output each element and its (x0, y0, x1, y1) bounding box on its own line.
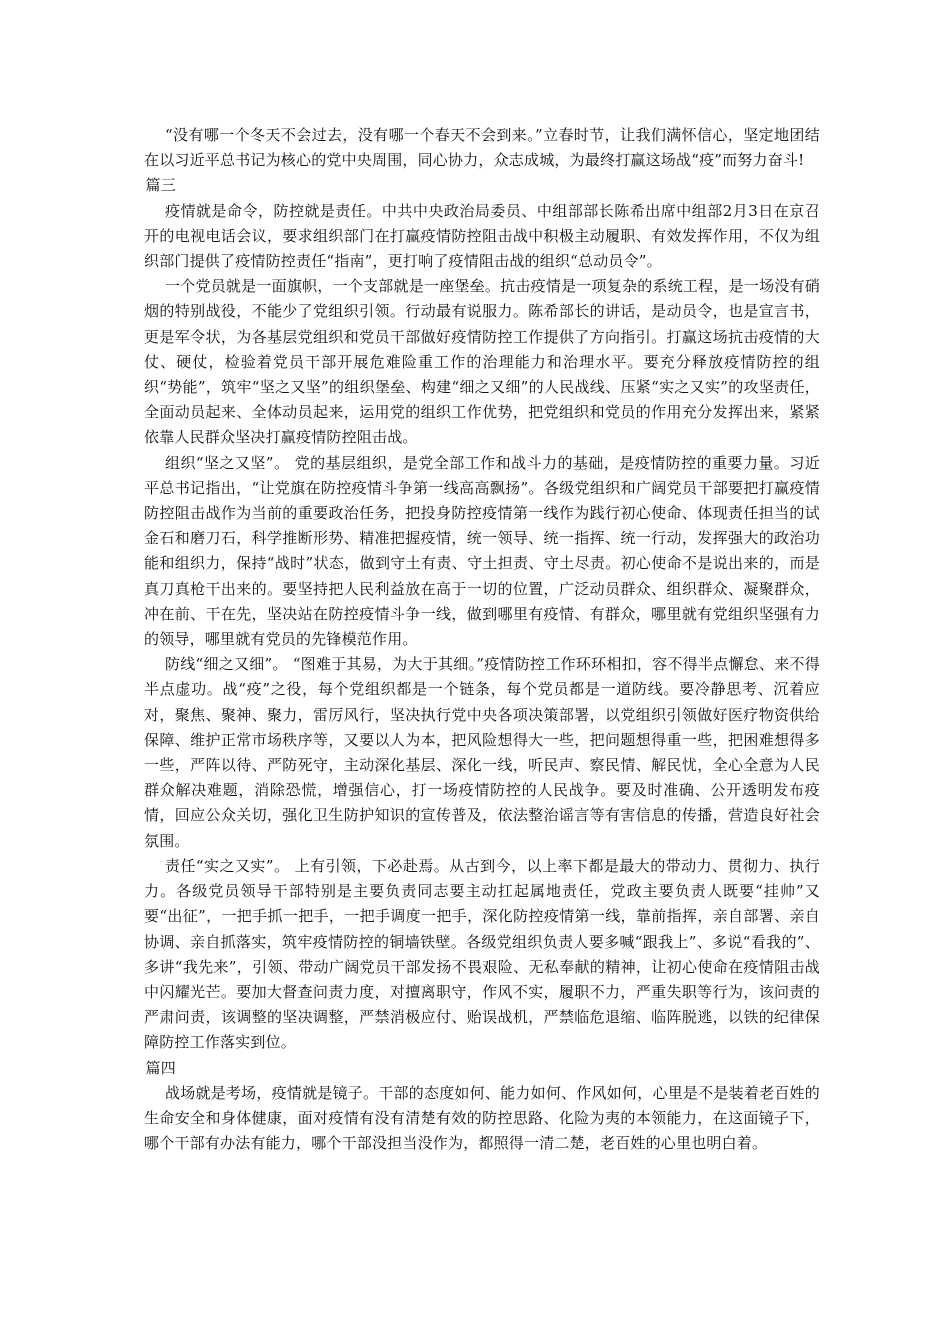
paragraph-intro: 疫情就是命令，防控就是责任。中共中央政治局委员、中组部部长陈希出席中组部2月3日在京召开的电视电话会议，要求组织部门在打赢疫情防控阻击战中积极主动履职、有效发挥作用，不仅为组织部门提供了疫情防控责任“指南”，更打响了疫情阻击战的组织“总动员令”。 (144, 201, 820, 271)
section-heading-pian4: 篇四 (145, 1058, 176, 1077)
document-body (144, 123, 820, 1156)
section-heading-pian3: 篇三 (145, 176, 176, 195)
paragraph-closing-pian2: “没有哪一个冬天不会过去，没有哪一个春天不会到来。”立春时节，让我们满怀信心，坚定地团结在以习近平总书记为核心的党中央周围，同心协力，众志成城，为最终打赢这场战“疫”而努力奋斗! (144, 126, 820, 170)
paragraph-responsibility: 责任“实之又实”。 上有引领，下必赴焉。从古到今，以上率下都是最大的带动力、贯彻力、执行力。各级党员领导干部特别是主要负责同志要主动扛起属地责任，党政主要负责人既要“挂帅”又要“出征”，一把手抓一把手，一把手调度一把手，深化防控疫情第一线，靠前指挥，亲自部署、亲自协调、亲自抓落实，筑牢疫情防控的铜墙铁壁。各级党组织负责人要多喊“跟我上”、多说“看我的”、多讲“我先来”，引领、带动广阔党员干部发扬不畏艰险、无私奉献的精神，让初心使命在疫情阻击战中闪耀光芒。要加大督查问责力度，对擅离职守，作风不实，履职不力，严重失职等行为，该问责的严肃问责，该调整的坚决调整，严禁消极应付、贻误战机，严禁临危退缩、临阵脱逃，以铁的纪律保障防控工作落实到位。 (144, 856, 820, 1052)
paragraph-defense-line: 防线“细之又细”。 “图难于其易，为大于其细。”疫情防控工作环环相扣，容不得半点懈怠、来不得半点虚功。战“疫”之役，每个党组织都是一个链条，每个党员都是一道防线。要冷静思考、沉着应对，聚焦、聚神、聚力，雷厉风行，坚决执行党中央各项决策部署，以党组织引领做好医疗物资供给保障、维护正常市场秩序等，又要以人为本，把风险想得大一些，把问题想得重一些，把困难想得多一些，严阵以待、严防死守，主动深化基层、深化一线，听民声、察民情、解民忧，全心全意为人民群众解决难题，消除恐慌，增强信心，打一场疫情防控的人民战争。要及时准确、公开透明发布疫情，回应公众关切，强化卫生防护知识的宣传普及，依法整治谣言等有害信息的传播，营造良好社会氛围。 (144, 655, 820, 850)
paragraph-organization: 组织“坚之又坚”。 党的基层组织，是党全部工作和战斗力的基础，是疫情防控的重要力量。习近平总书记指出，“让党旗在防控疫情斗争第一线高高飘扬”。各级党组织和广阔党员干部要把打赢疫情防控阻击战作为当前的重要政治任务，把投身防控疫情第一线作为践行初心使命、体现责任担当的试金石和磨刀石，科学推断形势、精准把握疫情，统一领导、统一指挥、统一行动，发挥强大的政治功能和组织力，保持“战时”状态，做到守土有责、守土担责、守土尽责。初心使命不是说出来的，而是真刀真枪干出来的。要坚持把人民利益放在高于一切的位置，广泛动员群众、组织群众、凝聚群众，冲在前、干在先，坚决站在防控疫情斗争一线，做到哪里有疫情、有群众，哪里就有党组织坚强有力的领导，哪里就有党员的先锋模范作用。 (144, 453, 820, 649)
paragraph-flag: 一个党员就是一面旗帜，一个支部就是一座堡垒。抗击疫情是一项复杂的系统工程，是一场没有硝烟的特别战役，不能少了党组织引领。行动最有说服力。陈希部长的讲话，是动员令，也是宣言书，更是军令状，为各基层党组织和党员干部做好疫情防控工作提供了方向指引。打赢这场抗击疫情的大仗、硬仗，检验着党员干部开展危难险重工作的治理能力和治理水平。要充分释放疫情防控的组织“势能”，筑牢“坚之又坚”的组织堡垒、构建“细之又细”的人民战线、压紧“实之又实”的攻坚责任，全面动员起来、全体动员起来，运用党的组织工作优势，把党组织和党员的作用充分发挥出来，紧紧依靠人民群众坚决打赢疫情防控阻击战。 (144, 277, 820, 447)
paragraph-battlefield: 战场就是考场，疫情就是镜子。干部的态度如何、能力如何、作风如何，心里是不是装着老百姓的生命安全和身体健康，面对疫情有没有清楚有效的防控思路、化险为夷的本领能力，在这面镜子下，哪个干部有办法有能力，哪个干部没担当没作为，都照得一清二楚，老百姓的心里也明白着。 (144, 1083, 820, 1153)
